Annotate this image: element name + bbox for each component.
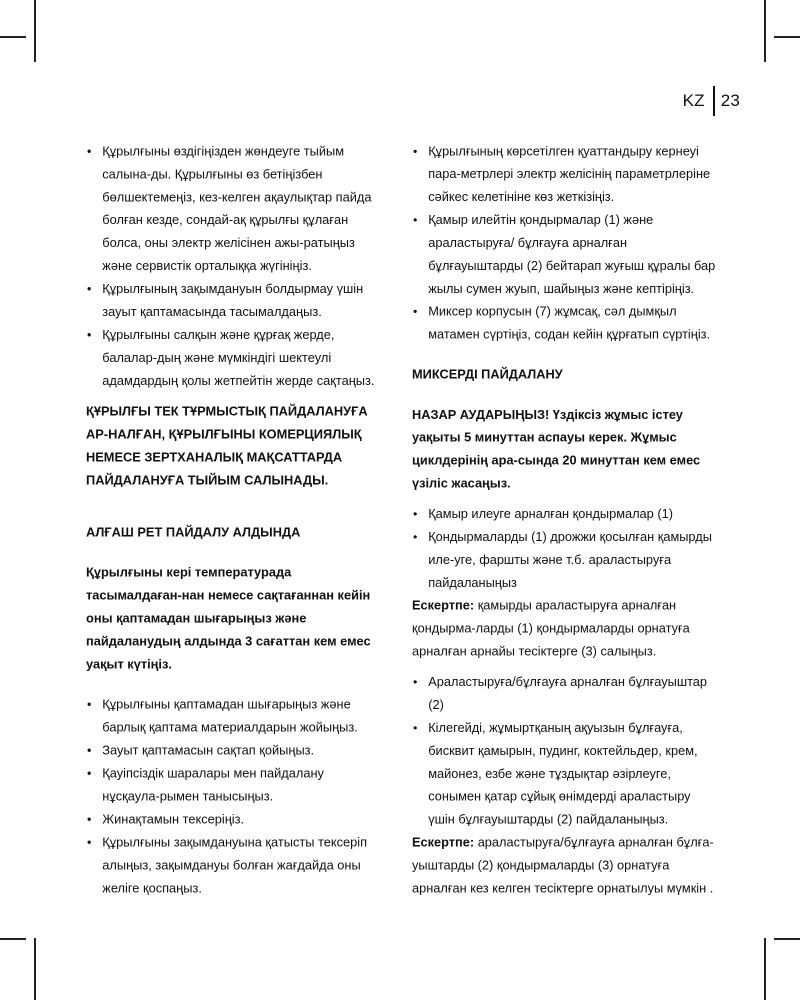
- list-item: • Жинақтамын тексеріңіз.: [86, 808, 383, 831]
- page-header: [683, 88, 740, 114]
- safety-list: [86, 140, 383, 393]
- attention-notice: НАЗАР АУДАРЫҢЫЗ! Үздіксіз жұмыс істеу уақыты 5 минуттан аспауы керек. Жұмыс циклдерінің ара-сында 20 минуттан кем емес үзіліс жасаңыз.: [412, 407, 701, 491]
- list-item: • Құрылғыны қаптамадан шығарыңыз және барлық қаптама материалдарын жойыңыз.: [86, 693, 383, 739]
- crop-mark: [0, 938, 26, 940]
- crop-mark: [0, 36, 26, 38]
- list-item: • Құрылғыны зақымдануына қатысты тексеріп алыңыз, зақымдануы болған жағдайда оны желіге қоспаңыз.: [86, 831, 383, 900]
- beaters-list: [412, 671, 716, 831]
- crop-mark: [774, 36, 800, 38]
- section-heading-before-first-use: АЛҒАШ РЕТ ПАЙДАЛУ АЛДЫНДА: [86, 524, 301, 540]
- crop-mark: [34, 938, 36, 1000]
- crop-mark: [774, 938, 800, 940]
- note-paragraph: [412, 831, 716, 900]
- list-item: • Құрылғының көрсетілген қуаттандыру кернеуі пара-метрлері электр желісінің параметрлеріне сәйкес келетініне көз жеткізіңіз.: [412, 140, 716, 209]
- note-label: Ескертпе:: [412, 598, 475, 613]
- crop-mark: [764, 0, 766, 62]
- household-use-warning: ҚҰРЫЛҒЫ ТЕК ТҰРМЫСТЫҚ ПАЙДАЛАНУҒА АР-НАЛҒАН, ҚҰРЫЛҒЫНЫ КОМЕРЦИЯЛЫҚ НЕМЕСЕ ЗЕРТХАНАЛЫҚ МАҚСАТТАРДА ПАЙДАЛАНУҒА ТЫЙЫМ САЛЫНАДЫ.: [86, 404, 368, 488]
- dough-hooks-list: [412, 503, 716, 595]
- list-item: • Қауіпсіздік шаралары мен пайдалану нұсқаула-рымен танысыңыз.: [86, 762, 383, 808]
- list-item: • Қамыр илеуге арналған қондырмалар (1): [412, 503, 716, 526]
- right-column: [412, 140, 716, 900]
- note-text: қамырды араластыруға арналған қондырма-ларды (1) қондырмаларды орнатуға арналған арнайы тесіктерге (3) салыңыз.: [412, 598, 690, 659]
- note-text: араластыруға/бұлғауға арналған бұлға-уыштарды (2) қондырмаларды (3) орнатуға арналған кез келген тесіктерге орнатылуы мүмкін .: [412, 835, 714, 896]
- note-paragraph: [412, 594, 716, 663]
- preparation-list: [412, 140, 716, 346]
- list-item: • Қамыр илейтін қондырмалар (1) және араластыруға/ бұлғауға арналған бұлғауыштарды (2) бейтарап жуғыш құралы бар жылы сумен жуып, шайыңыз және кептіріңіз.: [412, 209, 716, 301]
- list-item: • Құрылғының зақымдануын болдырмау үшін зауыт қаптамасында тасымалдаңыз.: [86, 278, 383, 324]
- list-item: • Миксер корпусын (7) жұмсақ, сәл дымқыл матамен сүртіңіз, содан кейін құрғатып сүртіңіз.: [412, 300, 716, 346]
- list-item: • Құрылғыны салқын және құрғақ жерде, балалар-дың және мүмкіндігі шектеулі адамдардың қолы жетпейтін жерде сақтаңыз.: [86, 324, 383, 393]
- list-item: • Кілегейді, жұмыртқаның ақуызын бұлғауға, бисквит қамырын, пудинг, коктейльдер, крем, майонез, езбе және тұздықтар әзірлеуге, сонымен қатар сұйық өнімдерді араластыру үшін бұлғауыштарды (2) пайдаланыңыз.: [412, 717, 716, 832]
- left-column: [86, 140, 383, 900]
- crop-mark: [34, 0, 36, 62]
- section-heading-using-mixer: МИКСЕРДІ ПАЙДАЛАНУ: [412, 367, 563, 382]
- temperature-notice: Құрылғыны кері температурада тасымалдаған-нан немесе сақтағаннан кейін оны қаптамадан шығарыңыз және пайдаланудың алдында 3 сағаттан кем емес уақыт күтіңіз.: [86, 564, 371, 672]
- list-item: • Құрылғыны өздігіңізден жөндеуге тыйым салына-ды. Құрылғыны өз бетіңізбен бөлшектемеңіз, кез-келген ақаулықтар пайда болған кезде, сондай-ақ құрылғы құлаған болса, оны электр желісінен ажы-ратыңыз және сервистік орталыққа жүгініңіз.: [86, 140, 383, 278]
- list-item: • Араластыруға/бұлғауға арналған бұлғауыштар (2): [412, 671, 716, 717]
- header-divider: [713, 86, 715, 116]
- language-code: KZ: [682, 91, 705, 110]
- first-use-list: [86, 693, 383, 900]
- list-item: • Қондырмаларды (1) дрожжи қосылған қамырды иле-уге, фаршты және т.б. араластыруға пайдаланыңыз: [412, 526, 716, 595]
- page-number: 23: [720, 91, 740, 110]
- list-item: • Зауыт қаптамасын сақтап қойыңыз.: [86, 739, 383, 762]
- note-label: Ескертпе:: [412, 835, 475, 850]
- crop-mark: [764, 938, 766, 1000]
